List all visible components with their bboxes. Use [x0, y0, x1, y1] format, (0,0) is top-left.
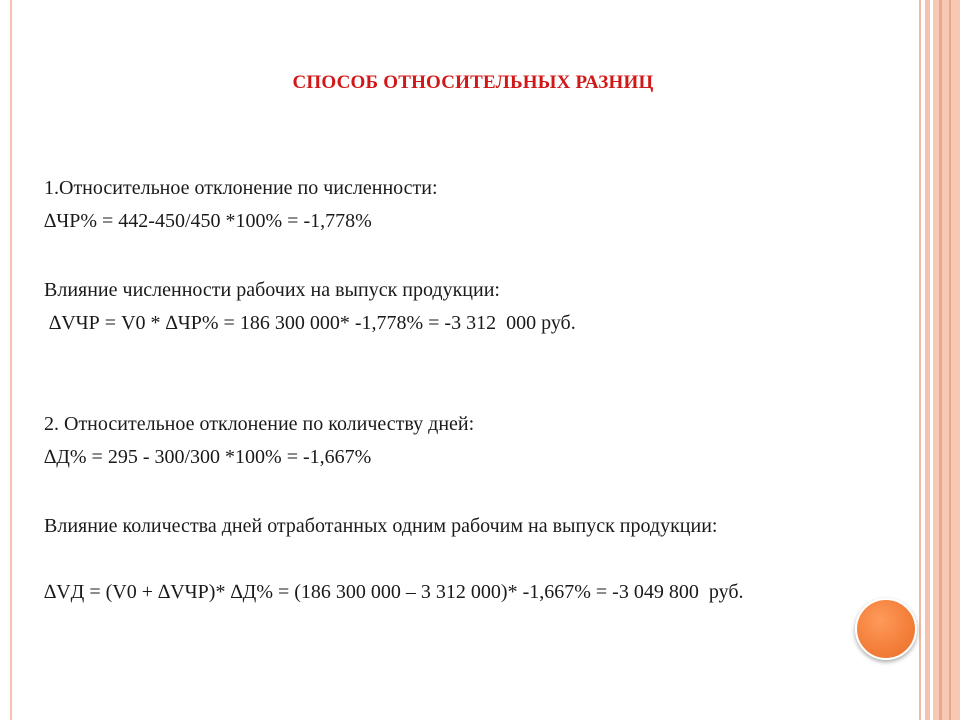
formula-headcount-percent: ∆ЧР% = 442-450/450 *100% = -1,778% [44, 210, 372, 232]
heading-relative-deviation-headcount: 1.Относительное отклонение по численности: [44, 177, 438, 199]
slide-title: СПОСОБ ОТНОСИТЕЛЬНЫХ РАЗНИЦ [292, 72, 654, 93]
right-decor-band [933, 0, 960, 720]
right-decor-stripe [919, 0, 921, 720]
heading-days-influence: Влияние количества дней отработанных одним рабочим на выпуск продукции: [44, 515, 718, 537]
right-decor-stripe [939, 0, 942, 720]
heading-headcount-influence: Влияние численности рабочих на выпуск продукции: [44, 279, 500, 301]
formula-days-percent: ∆Д% = 295 - 300/300 *100% = -1,667% [44, 446, 372, 468]
heading-relative-deviation-days: 2. Относительное отклонение по количеству дней: [44, 413, 475, 435]
orange-circle-decoration [855, 598, 917, 660]
left-border-line [10, 0, 12, 720]
right-decor-stripe [925, 0, 930, 720]
formula-days-influence: ∆VД = (V0 + ∆VЧР)* ∆Д% = (186 300 000 – 3 312 000)* -1,667% = -3 049 800 руб. [44, 581, 744, 603]
formula-headcount-influence: ∆VЧР = V0 * ∆ЧР% = 186 300 000* -1,778% = -3 312 000 руб. [44, 312, 576, 334]
right-decor-stripe [949, 0, 951, 720]
